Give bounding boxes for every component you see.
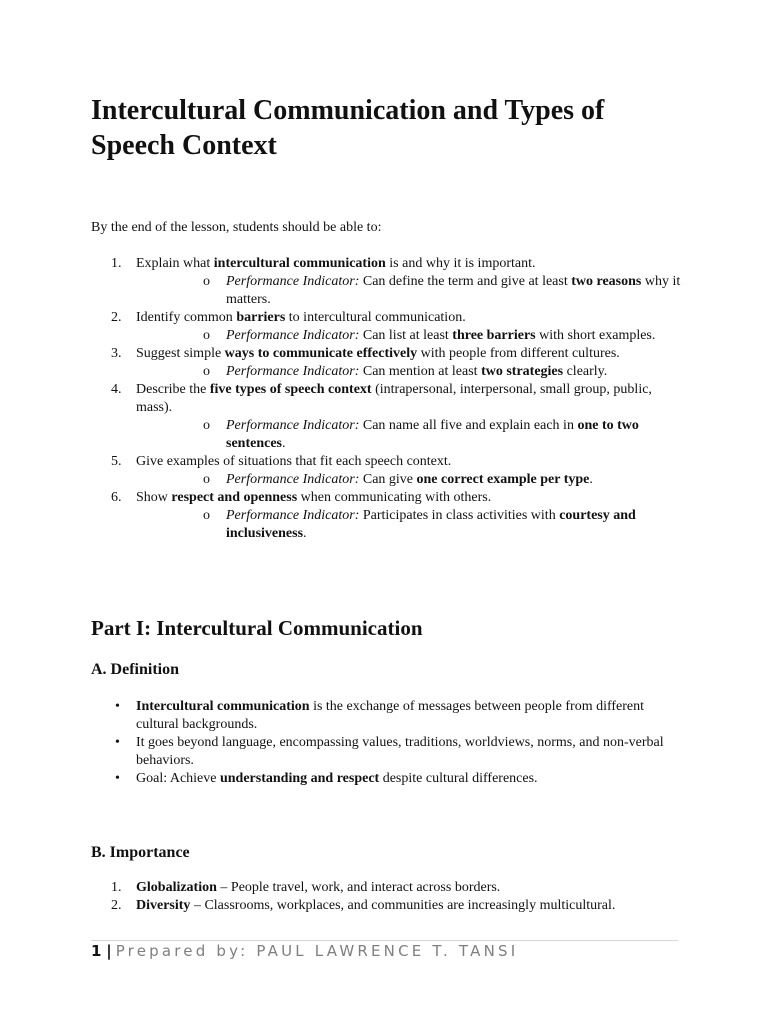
objective-item: 2. Identify common barriers to intercultural communication. o Performance Indicator: Can list at least three barriers with short examples. [91, 309, 681, 345]
definition-list [91, 698, 681, 788]
objective-number: 2. [111, 310, 122, 325]
performance-indicator: o Performance Indicator: Can define the term and give at least two reasons why it matters. [203, 274, 681, 307]
part-heading: Part I: Intercultural Communication [91, 616, 423, 640]
list-item: 1. Globalization – People travel, work, and interact across borders. [111, 880, 501, 895]
performance-indicator: o Performance Indicator: Can give one correct example per type. [203, 472, 593, 487]
section-heading-importance: B. Importance [91, 844, 190, 861]
prepared-by: Prepared by: PAUL LAWRENCE T. TANSI [115, 942, 519, 960]
intro-text: By the end of the lesson, students should be able to: [91, 220, 382, 235]
objectives-list [91, 255, 681, 543]
objective-number: 5. [111, 454, 122, 469]
list-item: • Goal: Achieve understanding and respect despite cultural differences. [115, 771, 538, 786]
document-title: Intercultural Communication and Types of Speech Context [91, 95, 605, 161]
section-heading-definition: A. Definition [91, 661, 179, 678]
importance-list [91, 879, 681, 915]
footer-separator: | [106, 942, 112, 960]
bullet-icon: • [115, 699, 120, 714]
objective-number: 3. [111, 346, 122, 361]
objective-item: 4. Describe the five types of speech context (intrapersonal, interpersonal, small group, public, mass). o Performance Indicator: Can name all five and explain each in one to two sentences. [91, 381, 681, 453]
objective-number: 6. [111, 490, 122, 505]
objective-item: 3. Suggest simple ways to communicate effectively with people from different cultures. o Performance Indicator: Can mention at least two strategies clearly. [91, 345, 681, 381]
bullet-icon: • [115, 771, 120, 786]
objective-number: 1. [111, 256, 122, 271]
performance-indicator: o Performance Indicator: Can list at least three barriers with short examples. [203, 328, 656, 343]
list-item: • Intercultural communication is the exchange of messages between people from different cultural backgrounds. [115, 699, 645, 732]
performance-indicator: o Performance Indicator: Can name all five and explain each in one to two sentences. [203, 418, 639, 451]
page-footer [91, 941, 518, 961]
page-number: 1 [91, 942, 102, 960]
objective-item: 5. Give examples of situations that fit each speech context. o Performance Indicator: Can give one correct example per type. [91, 453, 681, 489]
bullet-icon: • [115, 735, 120, 750]
objective-item: 1. Explain what intercultural communication is and why it is important. o Performance Indicator: Can define the term and give at least two reasons why it matters. [111, 256, 681, 307]
performance-indicator: o Performance Indicator: Participates in class activities with courtesy and inclusiveness. [203, 508, 636, 541]
list-item: 2. Diversity – Classrooms, workplaces, and communities are increasingly multicultural. [111, 898, 616, 913]
objective-item: 6. Show respect and openness when communicating with others. o Performance Indicator: Participates in class activities with courtesy and inclusiveness. [91, 489, 681, 543]
list-item: • It goes beyond language, encompassing values, traditions, worldviews, norms, and non-verbal behaviors. [115, 735, 664, 768]
objective-number: 4. [111, 382, 122, 397]
performance-indicator: o Performance Indicator: Can mention at least two strategies clearly. [203, 364, 608, 379]
